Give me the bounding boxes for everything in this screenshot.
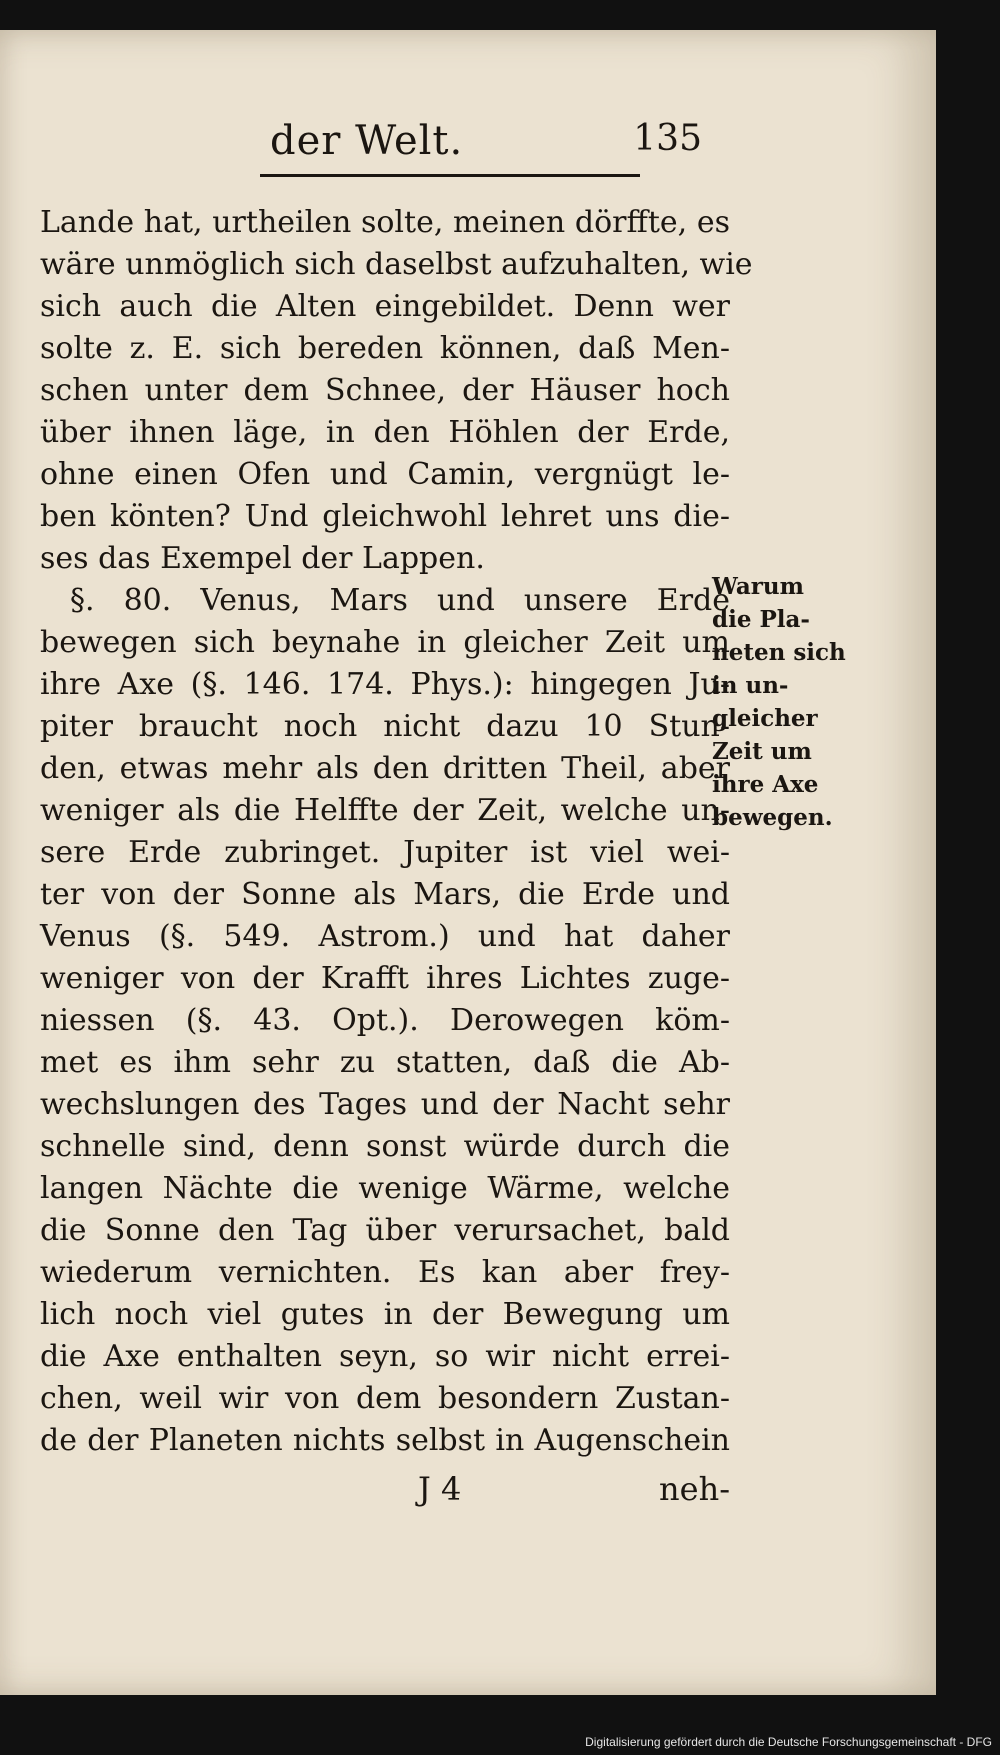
text-line: ihre Axe (§. 146. 174. Phys.): hingegen Ju-: [40, 667, 730, 702]
marginal-note-line: ihre Axe: [712, 771, 819, 798]
text-line: de der Planeten nichts selbst in Augenschein: [40, 1423, 730, 1458]
text-line: ses das Exempel der Lappen.: [40, 541, 485, 576]
marginal-note-line: Warum: [712, 573, 804, 600]
text-line: über ihnen läge, in den Höhlen der Erde,: [40, 415, 730, 450]
text-line: ben könten? Und gleichwohl lehret uns die-: [40, 499, 730, 534]
text-line: schnelle sind, denn sonst würde durch die: [40, 1129, 730, 1164]
text-line: chen, weil wir von dem besondern Zustan-: [40, 1381, 730, 1416]
text-line: ohne einen Ofen und Camin, vergnügt le-: [40, 457, 730, 492]
marginal-note-line: die Pla-: [712, 606, 810, 633]
text-line: schen unter dem Schnee, der Häuser hoch: [40, 373, 730, 408]
text-line: weniger von der Krafft ihres Lichtes zuge-: [40, 961, 730, 996]
text-line: weniger als die Helffte der Zeit, welche un-: [40, 793, 730, 828]
marginal-note-line: bewegen.: [712, 804, 833, 831]
text-line: Venus (§. 549. Astrom.) und hat daher: [40, 919, 730, 954]
signature-mark: J 4: [418, 1470, 462, 1508]
text-line: §. 80. Venus, Mars und unsere Erde: [70, 583, 730, 618]
page-footer: [40, 1470, 730, 1514]
text-line: die Axe enthalten seyn, so wir nicht errei-: [40, 1339, 730, 1374]
text-line: ter von der Sonne als Mars, die Erde und: [40, 877, 730, 912]
text-line: met es ihm sehr zu statten, daß die Ab-: [40, 1045, 730, 1080]
text-line: langen Nächte die wenige Wärme, welche: [40, 1171, 730, 1206]
text-line: wechslungen des Tages und der Nacht sehr: [40, 1087, 730, 1122]
text-line: wiederum vernichten. Es kan aber frey-: [40, 1255, 730, 1290]
text-line: solte z. E. sich bereden können, daß Men-: [40, 331, 730, 366]
page-header: [260, 118, 710, 170]
text-line: sich auch die Alten eingebildet. Denn wer: [40, 289, 730, 324]
marginal-note-line: gleicher: [712, 705, 818, 732]
text-line: piter braucht noch nicht dazu 10 Stun-: [40, 709, 730, 744]
catchword: neh-: [659, 1470, 730, 1508]
text-line: wäre unmöglich sich daselbst aufzuhalten, wie: [40, 247, 753, 282]
marginal-note: [712, 570, 846, 834]
running-head: der Welt.: [270, 118, 464, 164]
text-line: sere Erde zubringet. Jupiter ist viel wei-: [40, 835, 730, 870]
marginal-note-line: Zeit um: [712, 738, 812, 765]
marginal-note-line: neten sich: [712, 639, 846, 666]
header-rule: [260, 174, 640, 177]
text-line: den, etwas mehr als den dritten Theil, aber: [40, 751, 730, 786]
text-line: bewegen sich beynahe in gleicher Zeit um: [40, 625, 730, 660]
text-line: niessen (§. 43. Opt.). Derowegen köm-: [40, 1003, 730, 1038]
book-page: [0, 30, 936, 1695]
page-number: 135: [633, 118, 702, 159]
text-line: die Sonne den Tag über verursachet, bald: [40, 1213, 730, 1248]
scan-footer-bar: [0, 1725, 1000, 1755]
text-line: Lande hat, urtheilen solte, meinen dörffte, es: [40, 205, 730, 240]
text-line: lich noch viel gutes in der Bewegung um: [40, 1297, 730, 1332]
marginal-note-line: in un-: [712, 672, 789, 699]
funding-credit: Digitalisierung gefördert durch die Deutsche Forschungsgemeinschaft - DFG: [585, 1735, 992, 1749]
